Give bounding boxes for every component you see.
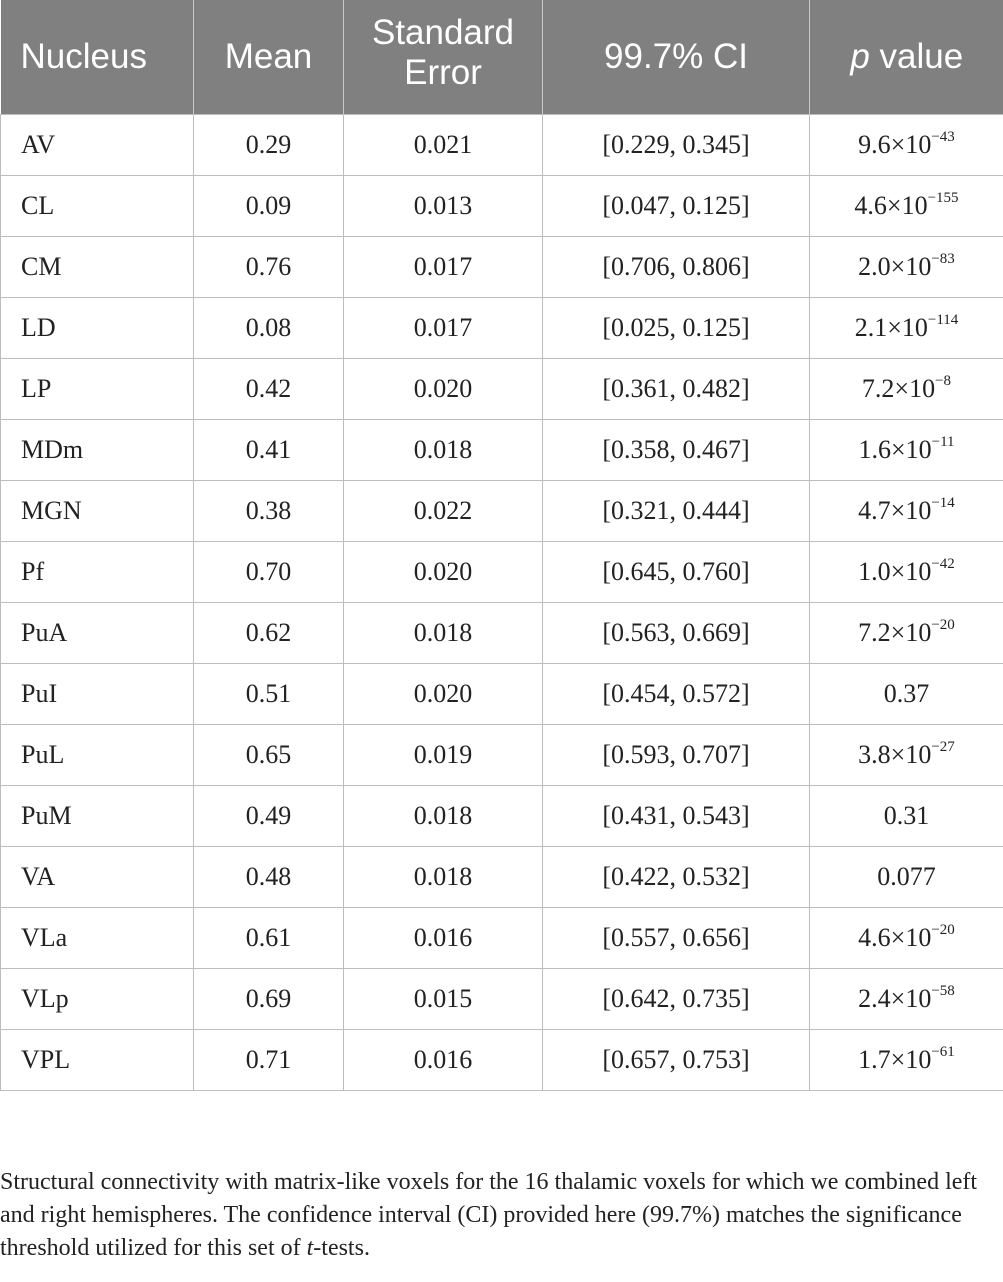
p-value-base: 4.7×10 — [858, 495, 932, 525]
cell-standard-error: 0.017 — [344, 236, 543, 297]
cell-mean: 0.62 — [194, 602, 344, 663]
p-value-exponent: −27 — [931, 738, 955, 755]
header-p-value-label — [850, 37, 963, 77]
cell-standard-error: 0.016 — [344, 1029, 543, 1090]
cell-p-value — [810, 175, 1003, 236]
header-row — [1, 0, 1003, 114]
cell-ci: [0.642, 0.735] — [543, 968, 810, 1029]
cell-mean: 0.38 — [194, 480, 344, 541]
cell-ci: [0.657, 0.753] — [543, 1029, 810, 1090]
cell-ci: [0.321, 0.444] — [543, 480, 810, 541]
caption-text-end: -tests. — [313, 1235, 370, 1261]
cell-standard-error: 0.017 — [344, 297, 543, 358]
p-value-base: 0.37 — [883, 678, 930, 708]
p-value-exponent: −58 — [931, 982, 955, 999]
p-value-exponent: −14 — [931, 494, 955, 511]
cell-mean: 0.51 — [194, 663, 344, 724]
cell-p-value — [810, 907, 1003, 968]
p-value-base: 3.8×10 — [858, 739, 932, 769]
cell-nucleus: PuA — [1, 602, 194, 663]
table-row — [1, 297, 1003, 358]
cell-mean: 0.76 — [194, 236, 344, 297]
cell-standard-error: 0.020 — [344, 663, 543, 724]
table-header — [1, 0, 1003, 114]
cell-p-value — [810, 419, 1003, 480]
table-row — [1, 480, 1003, 541]
cell-nucleus: AV — [1, 114, 194, 175]
cell-nucleus: PuL — [1, 724, 194, 785]
cell-standard-error: 0.019 — [344, 724, 543, 785]
cell-ci: [0.706, 0.806] — [543, 236, 810, 297]
p-value-base: 9.6×10 — [858, 129, 932, 159]
p-value-exponent: −20 — [931, 616, 955, 633]
cell-standard-error: 0.018 — [344, 785, 543, 846]
p-value-exponent: −83 — [931, 250, 955, 267]
cell-mean: 0.49 — [194, 785, 344, 846]
table-row — [1, 358, 1003, 419]
cell-mean: 0.70 — [194, 541, 344, 602]
header-nucleus-label: Nucleus — [20, 36, 147, 76]
cell-p-value — [810, 541, 1003, 602]
p-value-base: 4.6×10 — [854, 190, 928, 220]
cell-nucleus: MDm — [1, 419, 194, 480]
p-value-exponent: −11 — [931, 433, 955, 450]
cell-ci: [0.047, 0.125] — [543, 175, 810, 236]
table-body — [1, 114, 1003, 1090]
p-value-base: 2.0×10 — [858, 251, 932, 281]
cell-mean: 0.42 — [194, 358, 344, 419]
p-value-base: 4.6×10 — [858, 922, 932, 952]
cell-mean: 0.41 — [194, 419, 344, 480]
cell-p-value — [810, 785, 1003, 846]
header-standard-error — [344, 0, 543, 114]
cell-p-value — [810, 663, 1003, 724]
header-ci-label: 99.7% CI — [604, 36, 748, 76]
cell-mean: 0.61 — [194, 907, 344, 968]
cell-nucleus: LP — [1, 358, 194, 419]
table-row — [1, 785, 1003, 846]
table-row — [1, 175, 1003, 236]
caption-italic-t: t — [306, 1235, 314, 1261]
cell-mean: 0.65 — [194, 724, 344, 785]
caption-text: Structural connectivity with matrix-like voxels for the 16 thalamic voxels for which we combined left and right hemispheres. The confidence interval (CI) provided here (99.7%) matches the significance threshold utilized for this set of — [0, 1169, 978, 1261]
cell-standard-error: 0.018 — [344, 846, 543, 907]
table-row — [1, 663, 1003, 724]
cell-nucleus: VLa — [1, 907, 194, 968]
cell-ci: [0.557, 0.656] — [543, 907, 810, 968]
cell-standard-error: 0.020 — [344, 541, 543, 602]
cell-p-value — [810, 968, 1003, 1029]
cell-standard-error: 0.022 — [344, 480, 543, 541]
p-value-exponent: −20 — [931, 921, 955, 938]
cell-p-value — [810, 724, 1003, 785]
table-row — [1, 968, 1003, 1029]
cell-standard-error: 0.016 — [344, 907, 543, 968]
p-value-base: 0.077 — [877, 861, 936, 891]
table-row — [1, 724, 1003, 785]
header-mean — [194, 0, 344, 114]
cell-standard-error: 0.018 — [344, 602, 543, 663]
cell-mean: 0.29 — [194, 114, 344, 175]
table-row — [1, 114, 1003, 175]
header-standard-error-label — [344, 13, 542, 93]
header-ci — [543, 0, 810, 114]
cell-nucleus: PuI — [1, 663, 194, 724]
p-value-base: 1.7×10 — [858, 1044, 932, 1074]
table-caption — [0, 1166, 1003, 1265]
cell-ci: [0.361, 0.482] — [543, 358, 810, 419]
cell-ci: [0.563, 0.669] — [543, 602, 810, 663]
header-mean-label: Mean — [224, 36, 313, 76]
cell-nucleus: MGN — [1, 480, 194, 541]
cell-nucleus: VA — [1, 846, 194, 907]
cell-ci: [0.229, 0.345] — [543, 114, 810, 175]
cell-nucleus: Pf — [1, 541, 194, 602]
table-row — [1, 1029, 1003, 1090]
p-value-exponent: −155 — [927, 189, 959, 206]
table-row — [1, 236, 1003, 297]
table-row — [1, 419, 1003, 480]
header-standard-error-line1: Standard — [371, 12, 515, 52]
cell-ci: [0.593, 0.707] — [543, 724, 810, 785]
cell-nucleus: LD — [1, 297, 194, 358]
cell-standard-error: 0.013 — [344, 175, 543, 236]
p-value-exponent: −61 — [931, 1043, 955, 1060]
cell-p-value — [810, 602, 1003, 663]
cell-p-value — [810, 114, 1003, 175]
cell-nucleus: VLp — [1, 968, 194, 1029]
cell-mean: 0.09 — [194, 175, 344, 236]
cell-nucleus: CL — [1, 175, 194, 236]
cell-mean: 0.71 — [194, 1029, 344, 1090]
cell-standard-error: 0.020 — [344, 358, 543, 419]
cell-ci: [0.422, 0.532] — [543, 846, 810, 907]
cell-p-value — [810, 297, 1003, 358]
p-value-exponent: −8 — [935, 372, 952, 389]
table-row — [1, 846, 1003, 907]
p-value-base: 7.2×10 — [858, 617, 932, 647]
p-value-base: 7.2×10 — [861, 373, 936, 403]
cell-ci: [0.454, 0.572] — [543, 663, 810, 724]
cell-mean: 0.08 — [194, 297, 344, 358]
table-row — [1, 602, 1003, 663]
cell-nucleus: CM — [1, 236, 194, 297]
cell-p-value — [810, 236, 1003, 297]
cell-standard-error: 0.015 — [344, 968, 543, 1029]
cell-nucleus: VPL — [1, 1029, 194, 1090]
header-standard-error-line2: Error — [404, 52, 482, 92]
table-row — [1, 907, 1003, 968]
p-value-exponent: −43 — [931, 128, 955, 145]
p-value-exponent: −114 — [927, 311, 959, 328]
p-value-base: 1.6×10 — [858, 434, 932, 464]
cell-p-value — [810, 846, 1003, 907]
cell-nucleus: PuM — [1, 785, 194, 846]
cell-mean: 0.48 — [194, 846, 344, 907]
p-value-base: 2.1×10 — [854, 312, 928, 342]
cell-p-value — [810, 1029, 1003, 1090]
p-value-base: 1.0×10 — [858, 556, 932, 586]
p-value-base: 0.31 — [883, 800, 930, 830]
cell-ci: [0.645, 0.760] — [543, 541, 810, 602]
cell-p-value — [810, 358, 1003, 419]
table-row — [1, 541, 1003, 602]
header-nucleus — [1, 0, 194, 114]
cell-p-value — [810, 480, 1003, 541]
cell-ci: [0.025, 0.125] — [543, 297, 810, 358]
cell-standard-error: 0.018 — [344, 419, 543, 480]
cell-ci: [0.358, 0.467] — [543, 419, 810, 480]
cell-standard-error: 0.021 — [344, 114, 543, 175]
cell-ci: [0.431, 0.543] — [543, 785, 810, 846]
p-value-exponent: −42 — [931, 555, 955, 572]
header-p-value — [810, 0, 1003, 114]
header-p-italic: p — [850, 36, 870, 76]
p-value-base: 2.4×10 — [858, 983, 932, 1013]
header-p-rest: value — [869, 36, 964, 76]
cell-mean: 0.69 — [194, 968, 344, 1029]
